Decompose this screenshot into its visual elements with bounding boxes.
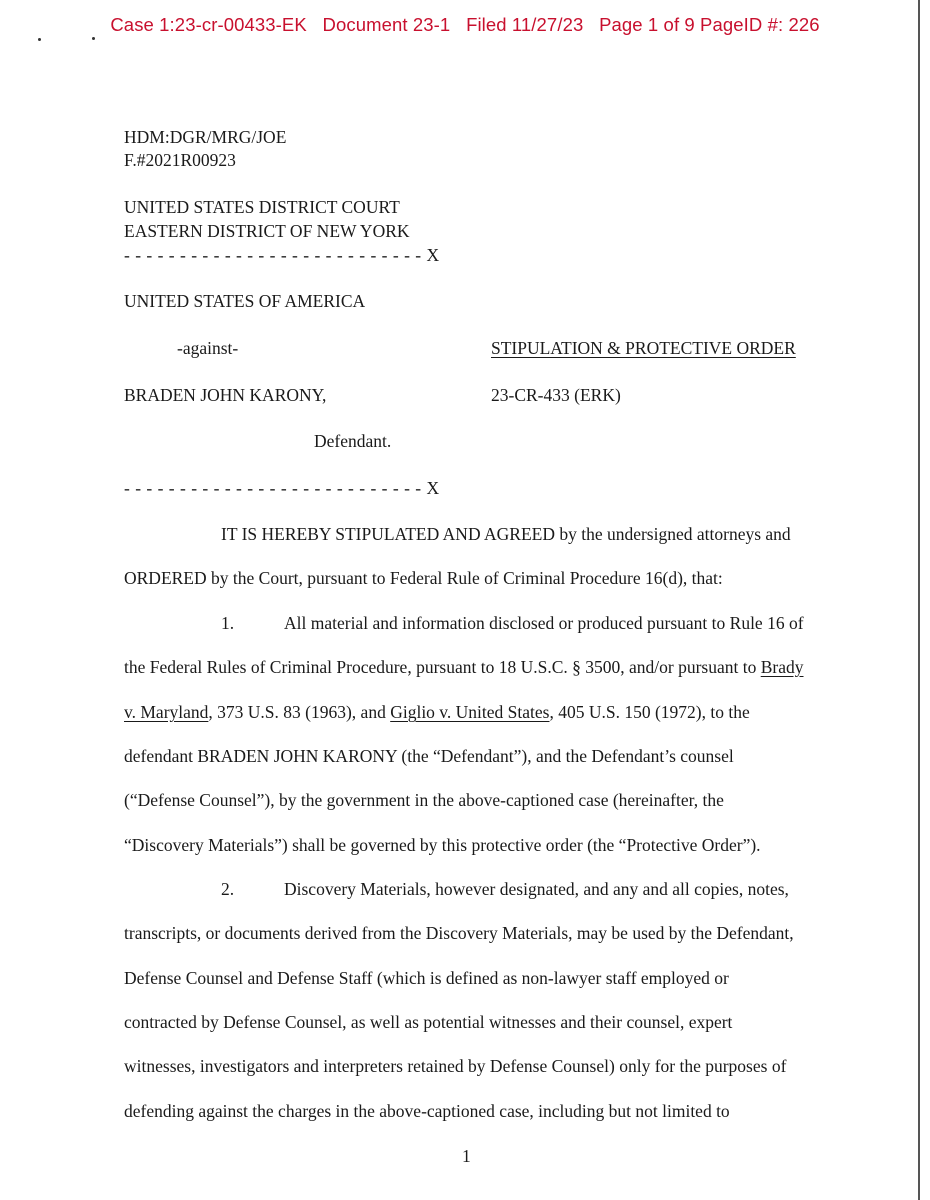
paragraph-1-line-3: [124, 702, 750, 722]
brady-citation-cont: v. Maryland: [124, 702, 209, 722]
case-number: 23-CR-433 (ERK): [491, 385, 621, 405]
paragraph-2-line-5: witnesses, investigators and interpreters retained by Defense Counsel) only for the purposes of: [124, 1056, 787, 1076]
caption-separator-bottom: - - - - - - - - - - - - - - - - - - - - - - - - - - - X: [124, 478, 440, 498]
giglio-citation: Giglio v. United States: [390, 702, 550, 722]
paragraph-1-line-4: defendant BRADEN JOHN KARONY (the “Defendant”), and the Defendant’s counsel: [124, 746, 734, 766]
court-district: EASTERN DISTRICT OF NEW YORK: [124, 221, 410, 241]
intro-line-2: ORDERED by the Court, pursuant to Federal Rule of Criminal Procedure 16(d), that:: [124, 568, 723, 588]
paragraph-2-line-3: Defense Counsel and Defense Staff (which is defined as non-lawyer staff employed or: [124, 968, 729, 988]
ecf-header: [0, 14, 930, 36]
scan-speck: [92, 37, 95, 40]
document-number-header: Document 23-1: [322, 14, 451, 35]
filed-date-header: Filed 11/27/23: [466, 14, 584, 35]
against-label: -against-: [177, 338, 239, 358]
attorney-initials: HDM:DGR/MRG/JOE: [124, 127, 287, 147]
paragraph-1-line-1: All material and information disclosed or produced pursuant to Rule 16 of: [284, 613, 804, 633]
document-title: STIPULATION & PROTECTIVE ORDER: [491, 338, 796, 358]
intro-line-1: IT IS HEREBY STIPULATED AND AGREED by the undersigned attorneys and: [221, 524, 791, 544]
paragraph-1-line-6: “Discovery Materials”) shall be governed by this protective order (the “Protective Order”).: [124, 835, 761, 855]
paragraph-1-line-2: [124, 657, 804, 677]
defendant-name: BRADEN JOHN KARONY,: [124, 385, 327, 405]
paragraph-1-line-2-text: the Federal Rules of Criminal Procedure, pursuant to 18 U.S.C. § 3500, and/or pursuant to: [124, 657, 761, 677]
paragraph-1-line-3-end: , 405 U.S. 150 (1972), to the: [549, 702, 750, 722]
court-name: UNITED STATES DISTRICT COURT: [124, 197, 400, 217]
defendant-label: Defendant.: [314, 431, 392, 451]
paragraph-2-number: 2.: [221, 879, 235, 899]
caption-separator-top: - - - - - - - - - - - - - - - - - - - - - - - - - - - X: [124, 245, 440, 265]
page-id-header: Page 1 of 9 PageID #: 226: [599, 14, 820, 35]
page-number: 1: [462, 1146, 471, 1166]
case-number-header: Case 1:23-cr-00433-EK: [110, 14, 307, 35]
file-number: F.#2021R00923: [124, 150, 236, 170]
paragraph-2-line-6: defending against the charges in the above-captioned case, including but not limited to: [124, 1101, 730, 1121]
brady-citation: Brady: [760, 657, 804, 677]
paragraph-1-line-5: (“Defense Counsel”), by the government in the above-captioned case (hereinafter, the: [124, 790, 724, 810]
paragraph-2-line-2: transcripts, or documents derived from the Discovery Materials, may be used by the Defendant,: [124, 923, 794, 943]
scan-speck: [38, 38, 41, 41]
paragraph-1-number: 1.: [221, 613, 235, 633]
paragraph-2-line-4: contracted by Defense Counsel, as well as potential witnesses and their counsel, expert: [124, 1012, 733, 1032]
scan-edge-line: [918, 0, 920, 1200]
paragraph-1-line-3-text: , 373 U.S. 83 (1963), and: [208, 702, 391, 722]
paragraph-2-line-1: Discovery Materials, however designated, and any and all copies, notes,: [284, 879, 789, 899]
plaintiff-name: UNITED STATES OF AMERICA: [124, 291, 366, 311]
